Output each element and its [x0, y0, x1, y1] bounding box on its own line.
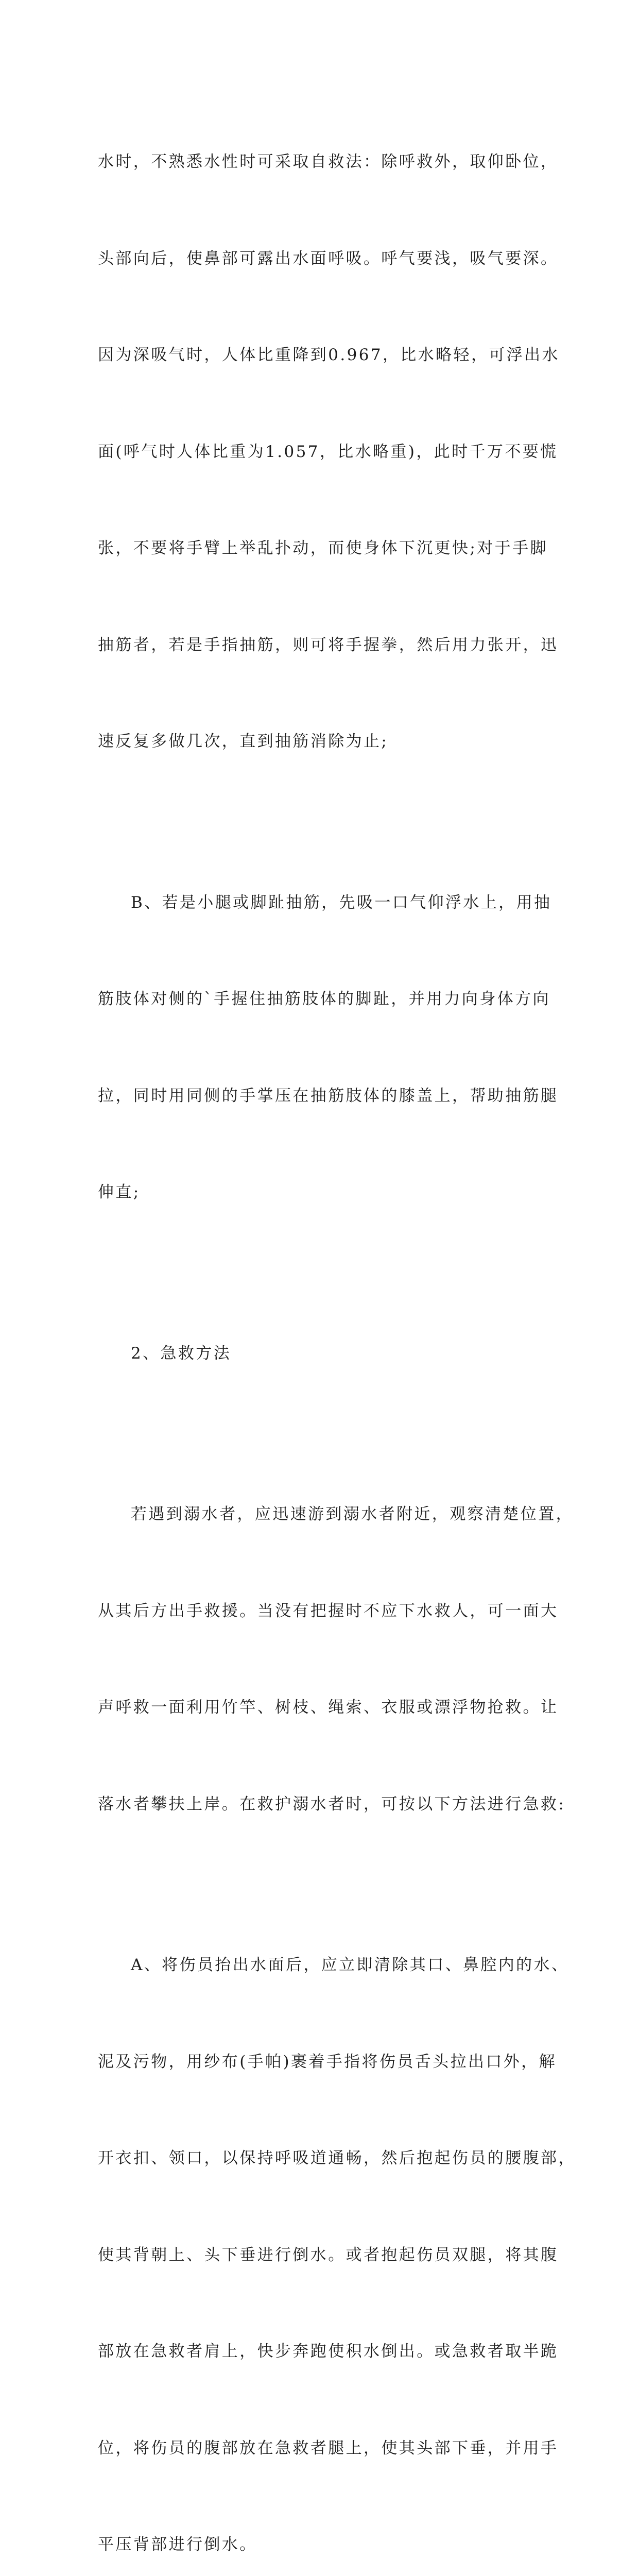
text-line: 平压背部进行倒水。 [98, 2535, 257, 2554]
paragraph-leg-cramp [98, 822, 559, 1273]
text-line: 抽筋者，若是手指抽筋，则可将手握拳，然后用力张开，迅 [98, 635, 559, 654]
text-line: 位，将伤员的腹部放在急救者腿上，使其头部下垂，并用手 [98, 2438, 559, 2458]
text-line: 头部向后，使鼻部可露出水面呼吸。呼气要浅，吸气要深。 [98, 249, 559, 268]
text-line: 拉，同时用同侧的手掌压在抽筋肢体的膝盖上，帮助抽筋腿 [98, 1086, 559, 1105]
text-line: 泥及污物，用纱布(手帕)裹着手指将伤员舌头拉出口外，解 [98, 2052, 557, 2071]
text-line: 速反复多做几次，直到抽筋消除为止; [98, 732, 389, 751]
text-line: 因为深吸气时，人体比重降到0.967，比水略轻，可浮出水 [98, 346, 560, 364]
section-heading-first-aid [98, 1273, 551, 1434]
text-line: 部放在急救者肩上，快步奔跑使积水倒出。或急救者取半跪 [98, 2342, 559, 2361]
paragraph-rescue-approach [98, 1434, 574, 1885]
text-line: B、若是小腿或脚趾抽筋，先吸一口气仰浮水上，用抽 [131, 893, 552, 912]
text-line: A、将伤员抬出水面后，应立即清除其口、鼻腔内的水、 [131, 1956, 569, 1974]
paragraph-self-rescue [98, 81, 560, 822]
text-line: 落水者攀扶上岸。在救护溺水者时，可按以下方法进行急救: [98, 1794, 566, 1814]
document-body [98, 81, 576, 2576]
text-line: 使其背朝上、头下垂进行倒水。或者抱起伤员双腿，将其腹 [98, 2245, 559, 2264]
text-line: 开衣扣、领口，以保持呼吸道通畅，然后抱起伤员的腰腹部， [98, 2149, 576, 2167]
text-line: 2、急救方法 [131, 1344, 232, 1363]
text-line: 声呼救一面利用竹竿、树枝、绳索、衣服或漂浮物抢救。让 [98, 1698, 559, 1717]
text-line: 伸直; [98, 1183, 141, 1201]
text-line: 若遇到溺水者，应迅速游到溺水者附近，观察清楚位置， [131, 1505, 574, 1523]
text-line: 张，不要将手臂上举乱扑动，而使身体下沉更快;对于手脚 [98, 539, 548, 557]
text-line: 从其后方出手救援。当没有把握时不应下水救人，可一面大 [98, 1601, 559, 1620]
text-line: 筋肢体对侧的`手握住抽筋肢体的脚趾，并用力向身体方向 [98, 990, 550, 1008]
text-line: 水时，不熟悉水性时可采取自救法：除呼救外，取仰卧位， [98, 152, 559, 171]
paragraph-water-removal [98, 1885, 576, 2576]
text-line: 面(呼气时人体比重为1.057，比水略重)，此时千万不要慌 [98, 442, 558, 461]
